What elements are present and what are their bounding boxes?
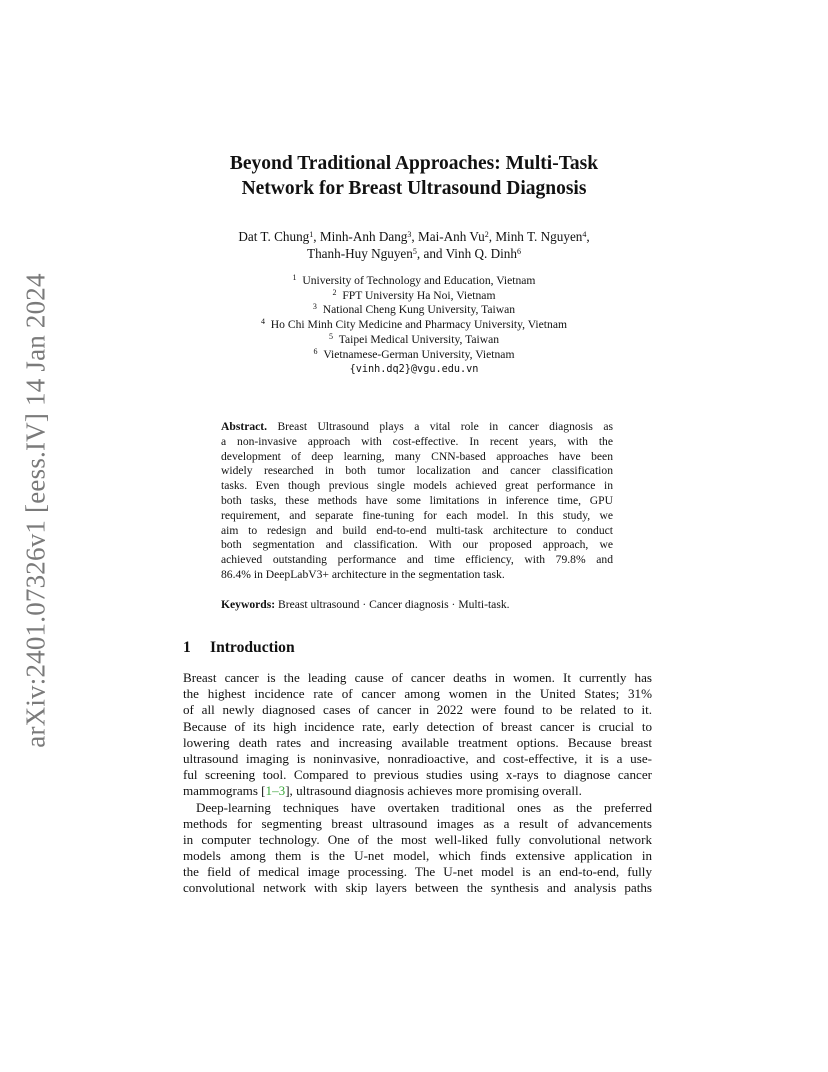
- author-affil-mark: 2: [484, 230, 489, 239]
- affiliation-text: University of Technology and Education, Vietnam: [302, 274, 536, 287]
- author-name: Minh-Anh Dang: [319, 229, 408, 244]
- arxiv-identifier: arXiv:2401.07326v1 [eess.IV] 14 Jan 2024: [20, 272, 51, 748]
- keywords-text: Breast ultrasound · Cancer diagnosis · Multi-task.: [278, 598, 510, 611]
- body-line: models among them is the U-net model, which finds extensive application in: [183, 848, 652, 864]
- affiliation: [150, 318, 678, 333]
- author-name: Thanh-Huy Nguyen: [307, 246, 413, 261]
- abstract-line: development of deep learning, many CNN-based approaches have been: [221, 449, 613, 463]
- section-title: Introduction: [210, 639, 295, 656]
- body-line: Deep-learning techniques have overtaken traditional ones as the preferred: [196, 799, 652, 815]
- body-line: of all newly diagnosed cases of cancer in 2022 were found to be related to it.: [183, 702, 652, 718]
- author-affil-mark: 5: [412, 247, 417, 256]
- author-list: [150, 228, 678, 262]
- affiliation-text: Ho Chi Minh City Medicine and Pharmacy University, Vietnam: [270, 318, 567, 332]
- abstract-line: 86.4% in DeepLabV3+ architecture in the segmentation task.: [221, 567, 505, 581]
- abstract-line: both segmentation and classification. With our proposed approach, we: [221, 538, 613, 552]
- affiliation-text: Vietnamese-German University, Vietnam: [323, 347, 515, 361]
- abstract-line: [221, 420, 613, 435]
- abstract-line: widely researched in both tumor localization and cancer classification: [221, 464, 613, 478]
- citation-link[interactable]: 1–3: [265, 783, 286, 799]
- affiliation-mark: 1: [292, 273, 297, 282]
- intro-body: [183, 670, 652, 897]
- abstract: [221, 420, 613, 583]
- section-number: 1: [183, 639, 191, 656]
- affiliation-mark: 4: [261, 317, 265, 327]
- body-line: ful screening tool. Compared to previous studies using x-rays to diagnose cancer: [183, 767, 652, 783]
- author-affil-mark: 4: [582, 230, 587, 239]
- affiliation: [150, 348, 678, 363]
- keywords-label: Keywords:: [221, 598, 276, 611]
- title-line: Network for Breast Ultrasound Diagnosis: [241, 178, 587, 199]
- author-affil-mark: 1: [309, 230, 314, 239]
- author-separator: ,: [488, 229, 496, 244]
- body-line: the highest incidence rate of cancer among women in the United States; 31%: [183, 686, 652, 702]
- section-heading: [183, 639, 295, 657]
- paper-title: [150, 151, 678, 201]
- author-name: Vinh Q. Dinh: [445, 246, 517, 261]
- author-affil-mark: 6: [516, 247, 521, 256]
- body-line: methods for segmenting breast ultrasound images as a result of advancements: [183, 815, 652, 831]
- affiliation-mark: 2: [332, 287, 337, 297]
- author-line: [150, 228, 678, 245]
- abstract-line: tasks. Even though previous single models achieved great performance in: [221, 479, 613, 493]
- abstract-text: Breast Ultrasound plays a vital role in cancer diagnosis as: [277, 420, 613, 433]
- abstract-line: both tasks, these methods have some limitations in inference time, GPU: [221, 493, 613, 507]
- keywords: [221, 598, 613, 613]
- abstract-line: aim to redesign and build end-to-end multi-task architecture to conduct: [221, 523, 613, 537]
- body-line: convolutional network with skip layers between the synthesis and analysis paths: [183, 880, 652, 896]
- affiliation: [150, 303, 678, 318]
- affiliation-text: National Cheng Kung University, Taiwan: [322, 303, 516, 317]
- affiliation: [150, 274, 678, 289]
- affiliation: [150, 289, 678, 304]
- author-line: [150, 245, 678, 262]
- author-name: Mai-Anh Vu: [418, 229, 485, 244]
- email-address: {vinh.dq2}@vgu.edu.vn: [349, 364, 479, 376]
- affiliation-text: FPT University Ha Noi, Vietnam: [342, 288, 496, 302]
- body-line: Breast cancer is the leading cause of cancer deaths in women. It currently has: [183, 670, 652, 685]
- body-line: Because of its high incidence rate, early detection of breast cancer is crucial to: [183, 718, 652, 734]
- author-separator: ,: [313, 229, 320, 244]
- body-text: ], ultrasound diagnosis achieves more promising overall.: [285, 783, 582, 799]
- affiliation-mark: 5: [328, 331, 333, 341]
- body-line: [183, 783, 652, 799]
- body-line: in computer technology. One of the most well-liked fully convolutional network: [183, 831, 652, 847]
- body-text: mammograms [: [183, 783, 266, 799]
- affiliation: [150, 333, 678, 348]
- contact-email: [150, 362, 678, 378]
- author-name: Minh T. Nguyen: [495, 229, 583, 244]
- affiliation-mark: 6: [313, 346, 318, 356]
- abstract-line: achieved outstanding performance and time efficiency, with 79.8% and: [221, 553, 613, 567]
- body-line: ultrasound imaging is noninvasive, nonradioactive, and cost-effective, it is a use-: [183, 750, 652, 766]
- author-affil-mark: 3: [407, 230, 412, 239]
- author-separator: , and: [416, 246, 446, 261]
- author-separator: ,: [586, 229, 590, 244]
- abstract-label: Abstract.: [221, 420, 268, 433]
- abstract-line: requirement, and separate fine-tuning for each model. In this study, we: [221, 508, 613, 522]
- arxiv-sidebar: [14, 230, 58, 790]
- title-line: Beyond Traditional Approaches: Multi-Task: [229, 153, 599, 174]
- author-name: Dat T. Chung: [238, 229, 310, 244]
- body-line: lowering death rates and increasing available treatment options. Because breast: [183, 734, 652, 750]
- affiliation-list: [150, 274, 678, 378]
- affiliation-text: Taipei Medical University, Taiwan: [338, 332, 500, 346]
- abstract-line: a non-invasive approach with cost-effective. In recent years, with the: [221, 434, 613, 448]
- author-separator: ,: [411, 229, 418, 244]
- affiliation-mark: 3: [312, 302, 317, 312]
- body-line: the field of medical image processing. The U-net model is an end-to-end, fully: [183, 864, 652, 880]
